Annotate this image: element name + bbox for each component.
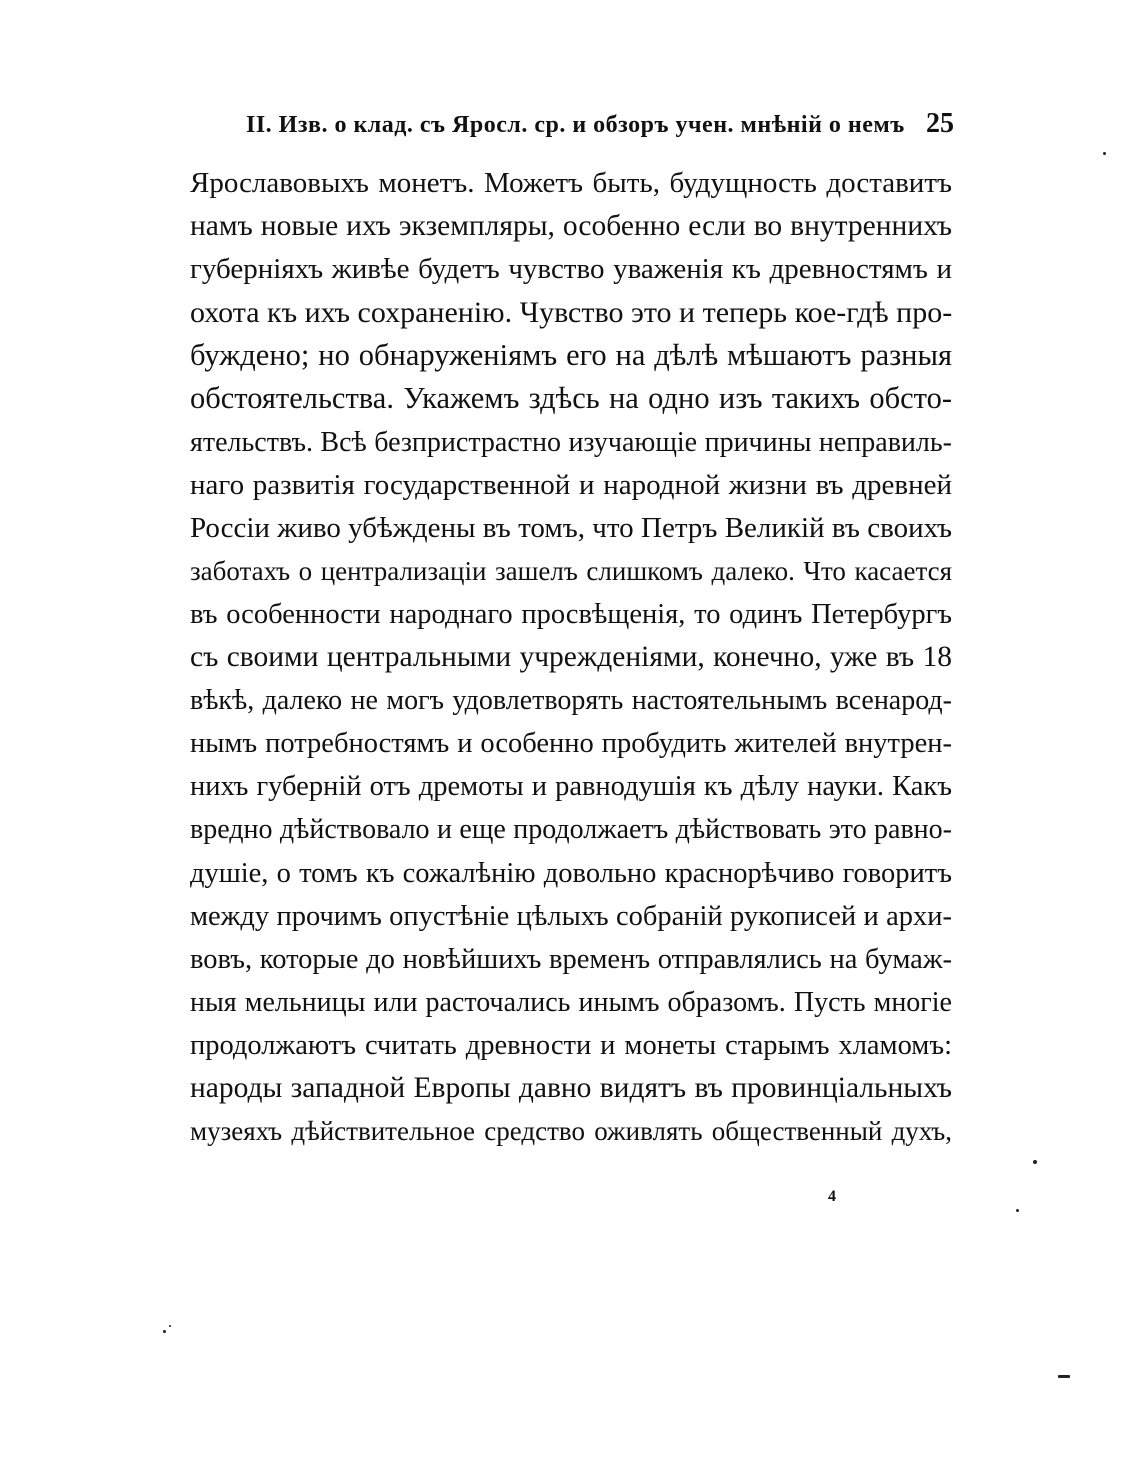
- text-line: намъ новые ихъ экземпляры, особенно если во внутреннихъ: [190, 210, 952, 243]
- text-line: народы западной Европы давно видятъ въ провинціальныхъ: [190, 1071, 952, 1104]
- running-head: [246, 108, 954, 144]
- text-line: ятельствъ. Всѣ безпристрастно изучающіе причины неправиль-: [190, 426, 952, 458]
- text-line: въ особенности народнаго просвѣщенія, то одинъ Петербургъ: [190, 598, 952, 630]
- text-line: нымъ потребностямъ и особенно пробудить жителей внутрен-: [190, 728, 952, 760]
- signature-mark: 4: [828, 1188, 836, 1205]
- text-line: душіе, о томъ къ сожалѣнію довольно краснорѣчиво говоритъ: [190, 857, 952, 889]
- text-line: заботахъ о централизаціи зашелъ слишкомъ далеко. Что касается: [190, 555, 952, 586]
- text-line: ныя мельницы или расточались инымъ образомъ. Пусть многіе: [190, 986, 952, 1018]
- text-line: буждено; но обнаруженіямъ его на дѣлѣ мѣшаютъ разныя: [190, 338, 952, 373]
- scan-speck: [1058, 1375, 1070, 1378]
- text-line: вовъ, которые до новѣйшихъ временъ отправлялись на бумаж-: [190, 943, 952, 975]
- scan-speck: [1033, 1160, 1037, 1164]
- text-line: вредно дѣйствовало и еще продолжаетъ дѣйствовать это равно-: [190, 814, 952, 846]
- scan-speck: [1016, 1209, 1019, 1212]
- scan-speck: [163, 1330, 166, 1333]
- text-line: продолжаютъ считать древности и монеты старымъ хламомъ:: [190, 1029, 952, 1061]
- page-number: 25: [926, 108, 954, 139]
- text-line: Россіи живо убѣждены въ томъ, что Петръ Великій въ своихъ: [190, 511, 952, 544]
- text-line: съ своими центральными учрежденіями, конечно, уже въ 18: [190, 641, 952, 674]
- text-line: музеяхъ дѣйствительное средство оживлять общественный духъ,: [190, 1116, 952, 1147]
- text-line: нихъ губерній отъ дремоты и равнодушія къ дѣлу науки. Какъ: [190, 771, 952, 803]
- text-line: между прочимъ опустѣніе цѣлыхъ собраній рукописей и архи-: [190, 900, 952, 932]
- scan-speck: [1103, 152, 1106, 155]
- text-line: охота къ ихъ сохраненію. Чувство это и теперь кое-гдѣ про-: [190, 296, 952, 330]
- text-line: наго развитія государственной и народной жизни въ древней: [190, 468, 952, 501]
- text-line: губерніяхъ живѣе будетъ чувство уваженія къ древностямъ и: [190, 253, 952, 286]
- running-title: II. Изв. о клад. съ Яросл. ср. и обзоръ учен. мнѣній о немъ: [246, 112, 905, 138]
- text-line: вѣкѣ, далеко не могъ удовлетворять настоятельнымъ всенарод-: [190, 685, 952, 717]
- text-line: обстоятельства. Укажемъ здѣсь на одно изъ такихъ обсто-: [190, 381, 952, 416]
- text-line: Ярославовыхъ монетъ. Можетъ быть, будущность доставитъ: [190, 167, 952, 199]
- scan-speck: [169, 1325, 171, 1327]
- body-text: [190, 162, 952, 1153]
